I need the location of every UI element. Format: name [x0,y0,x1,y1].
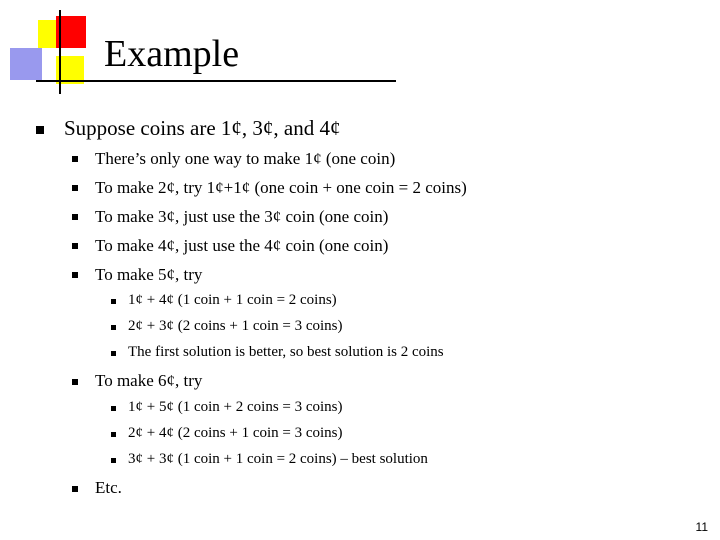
bullet-item: There’s only one way to make 1¢ (one coin) [95,149,396,168]
bullet-item: 1¢ + 5¢ (1 coin + 2 coins = 3 coins) [128,399,343,415]
decor-horizontal-line [36,80,396,82]
page-number: 11 [695,520,708,534]
decor-lavender-square [10,48,42,80]
slide-title: Example [104,33,240,75]
bullet-square [72,486,78,492]
bullet-item: Suppose coins are 1¢, 3¢, and 4¢ [64,116,341,140]
bullet-square [111,432,116,437]
bullet-item: To make 4¢, just use the 4¢ coin (one coin) [95,236,389,255]
bullet-square [111,406,116,411]
bullet-square [72,156,78,162]
bullet-square [72,214,78,220]
bullet-item: Etc. [95,478,122,497]
bullet-square [111,299,116,304]
bullet-item: To make 6¢, try [95,371,203,390]
bullet-item: The first solution is better, so best solution is 2 coins [128,344,444,360]
bullet-square [36,126,44,134]
bullet-square [72,272,78,278]
bullet-square [111,325,116,330]
bullet-item: To make 3¢, just use the 3¢ coin (one coin) [95,207,389,226]
bullet-item: 1¢ + 4¢ (1 coin + 1 coin = 2 coins) [128,292,337,308]
bullet-item: 2¢ + 4¢ (2 coins + 1 coin = 3 coins) [128,425,343,441]
bullet-item: 2¢ + 3¢ (2 coins + 1 coin = 3 coins) [128,318,343,334]
bullet-item: To make 5¢, try [95,265,203,284]
bullet-square [72,185,78,191]
bullet-square [111,458,116,463]
bullet-square [111,351,116,356]
bullet-square [72,243,78,249]
bullet-item: 3¢ + 3¢ (1 coin + 1 coin = 2 coins) – best solution [128,451,428,467]
bullet-item: To make 2¢, try 1¢+1¢ (one coin + one coin = 2 coins) [95,178,467,197]
bullet-square [72,379,78,385]
